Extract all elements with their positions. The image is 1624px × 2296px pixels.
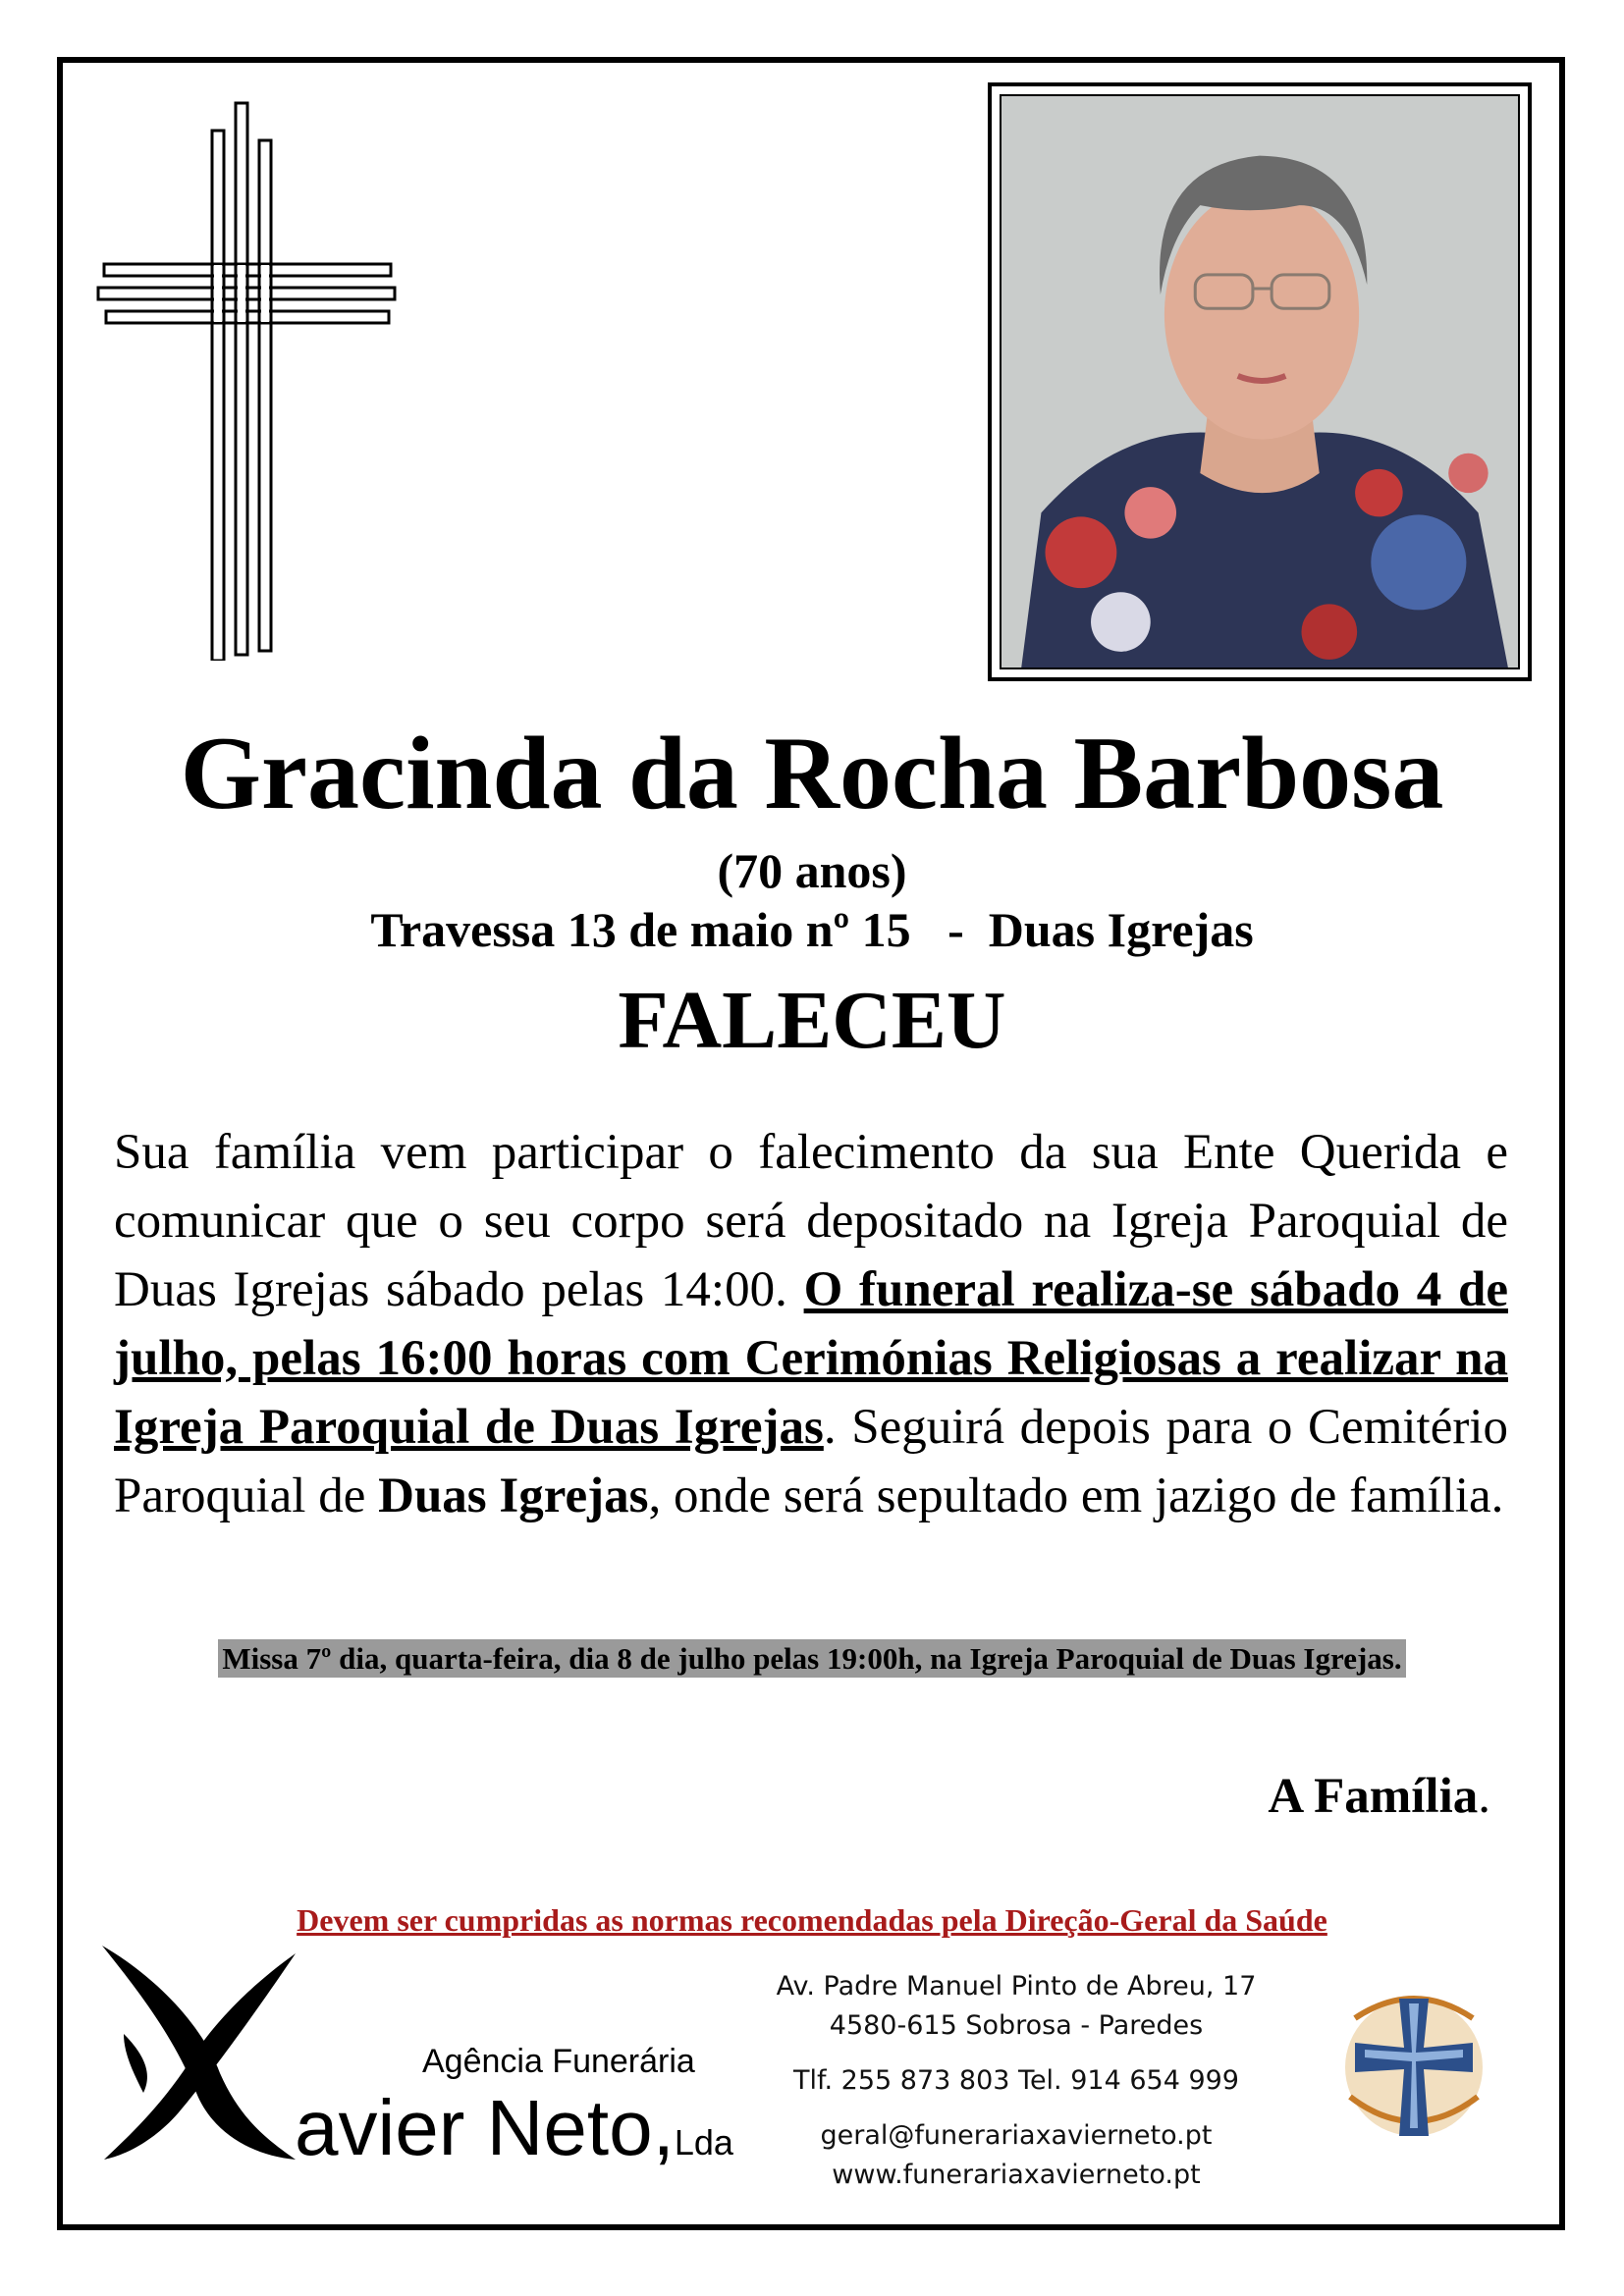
deceased-age: (70 anos) bbox=[717, 843, 907, 898]
signature bbox=[1268, 1765, 1490, 1828]
cemetery-place: Duas Igrejas bbox=[378, 1468, 649, 1523]
portrait-frame bbox=[988, 82, 1532, 681]
portrait-photo bbox=[1000, 94, 1520, 669]
cross-icon bbox=[96, 101, 401, 661]
announcement-intro: Sua família vem participar o falecimento da sua Ente Querida e comunicar que o seu corpo será depositado na Igreja Paroquial de Duas Igrejas sábado pelas 14:00. bbox=[114, 1125, 1508, 1317]
mass-notice bbox=[0, 1637, 1624, 1681]
phone-numbers: Tlf. 255 873 803 Tel. 914 654 999 bbox=[792, 2065, 1239, 2096]
address-line-2: 4580-615 Sobrosa - Paredes bbox=[829, 2010, 1204, 2041]
signature-name: A Família bbox=[1268, 1769, 1479, 1824]
deceased-address: Travessa 13 de maio nº 15 - Duas Igrejas bbox=[370, 902, 1254, 957]
agency-subtitle: Agência Funerária bbox=[422, 2043, 695, 2080]
announcement-text bbox=[114, 1118, 1508, 1530]
address-line-1: Av. Padre Manuel Pinto de Abreu, 17 bbox=[776, 1971, 1257, 2002]
mass-notice-text: Missa 7º dia, quarta-feira, dia 8 de julho pelas 19:00h, na Igreja Paroquial de Duas Igrejas. bbox=[218, 1639, 1405, 1678]
association-seal-icon bbox=[1316, 1959, 1512, 2175]
agency-name bbox=[295, 2081, 733, 2190]
agency-suffix: Lda bbox=[674, 2122, 733, 2163]
announcement-closing: , onde será sepultado em jazigo de família. bbox=[648, 1468, 1504, 1523]
agency-contact bbox=[746, 1967, 1286, 2195]
deceased-name: Gracinda da Rocha Barbosa bbox=[180, 716, 1444, 830]
announcement-after-funeral: . Seguirá depois para o Cemitério Paroquial de bbox=[114, 1400, 1508, 1523]
death-heading: FALECEU bbox=[618, 975, 1006, 1066]
agency-name-text: avier Neto, bbox=[295, 2084, 675, 2171]
agency-logo-icon bbox=[94, 1946, 300, 2163]
signature-punct: . bbox=[1478, 1769, 1490, 1824]
email-address: geral@funerariaxavierneto.pt bbox=[820, 2120, 1213, 2151]
website-address: www.funerariaxavierneto.pt bbox=[832, 2160, 1201, 2190]
health-norms-notice: Devem ser cumpridas as normas recomendadas pela Direção-Geral da Saúde bbox=[297, 1902, 1327, 1938]
funeral-details: O funeral realiza-se sábado 4 de julho, pelas 16:00 horas com Cerimónias Religiosas a realizar na Igreja Paroquial de Duas Igrejas bbox=[114, 1262, 1508, 1455]
